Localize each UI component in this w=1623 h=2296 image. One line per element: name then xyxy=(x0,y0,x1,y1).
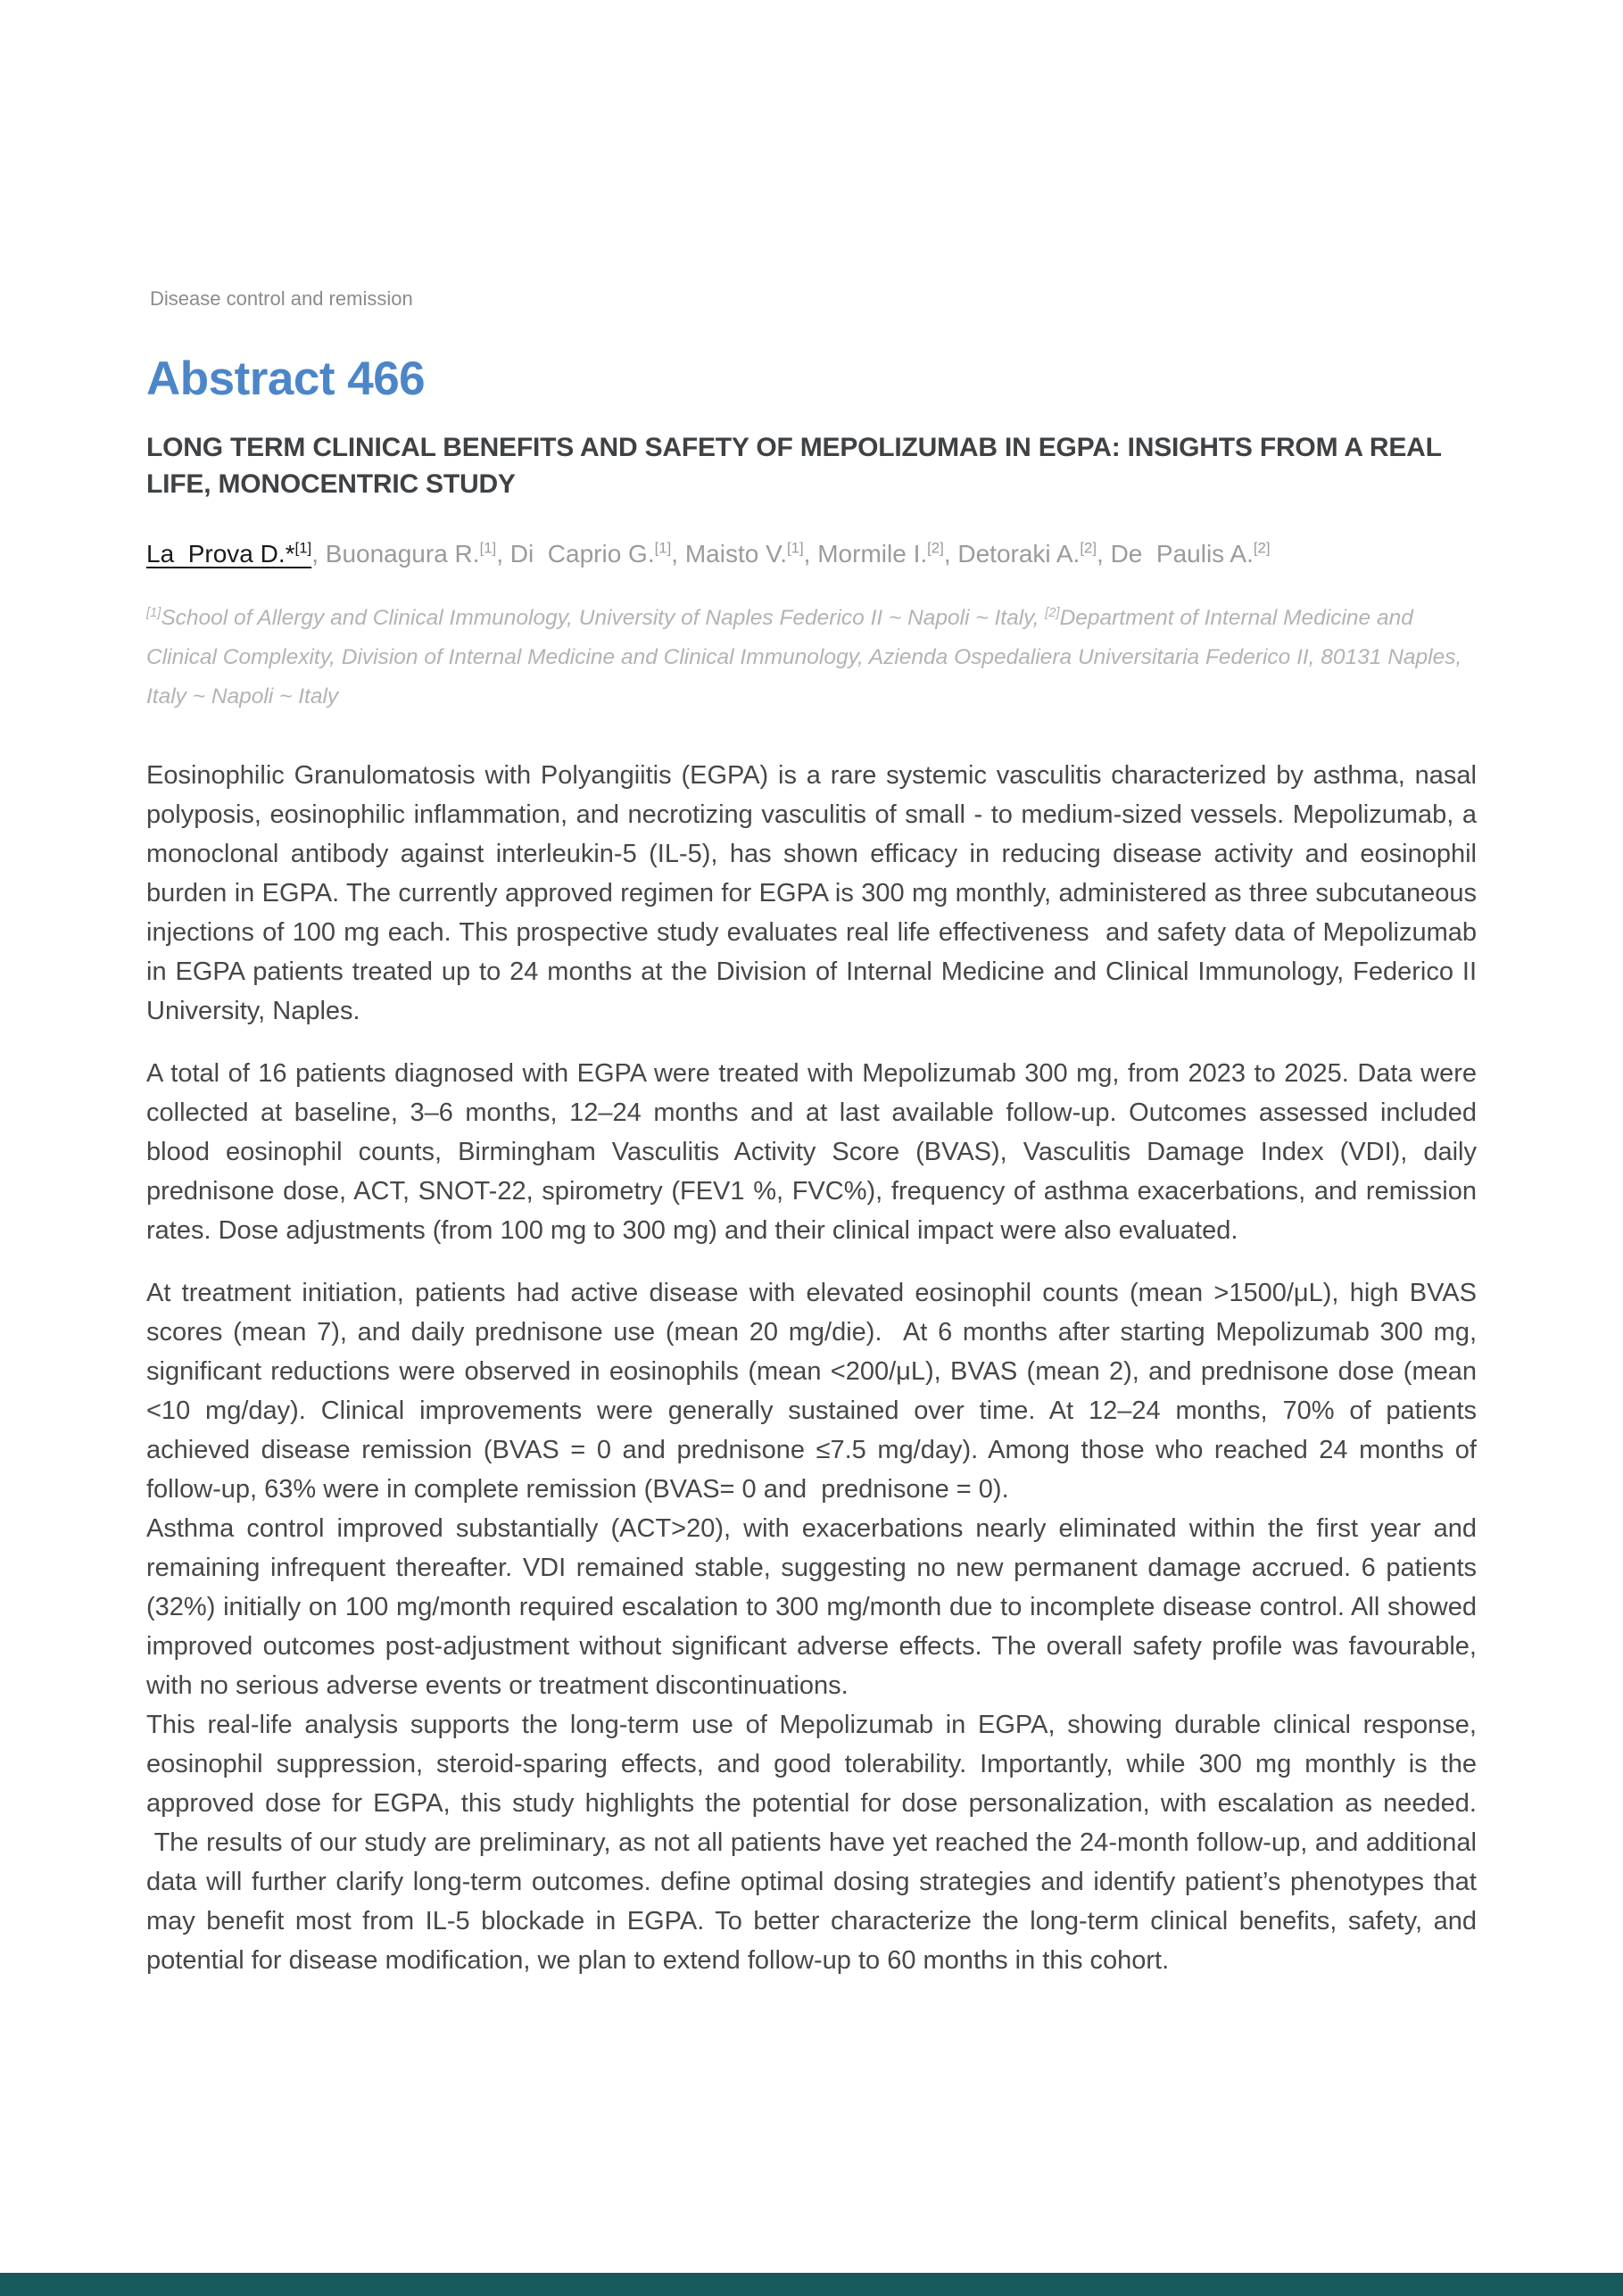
affiliation-marker: [1] xyxy=(146,605,161,620)
abstract-body xyxy=(146,756,1477,1980)
affiliation-marker: [2] xyxy=(1045,605,1060,620)
author-affiliation-marker: [1] xyxy=(479,539,497,557)
author-name: Mormile I.[2] xyxy=(817,539,944,568)
author-name: Detoraki A.[2] xyxy=(957,539,1097,568)
abstract-paragraph: At treatment initiation, patients had active disease with elevated eosinophil counts (mean >1500/μL), high BVAS scores (mean 7), and daily prednisone use (mean 20 mg/die). At 6 months after starting Mepolizumab 300 mg, significant reductions were observed in eosinophils (mean <200/μL), BVAS (mean 2), and prednisone dose (mean <10 mg/day). Clinical improvements were generally sustained over time. At 12–24 months, 70% of patients achieved disease remission (BVAS = 0 and prednisone ≤7.5 mg/day). Among those who reached 24 months of follow-up, 63% were in complete remission (BVAS= 0 and prednisone = 0). xyxy=(146,1279,1477,1504)
author-affiliation-marker: [2] xyxy=(927,539,944,557)
author-name: La Prova D.*[1] xyxy=(146,539,312,568)
author-affiliation-marker: [1] xyxy=(294,539,312,557)
abstract-paragraph: Eosinophilic Granulomatosis with Polyangiitis (EGPA) is a rare systemic vasculitis characterized by asthma, nasal polyposis, eosinophilic inflammation, and necrotizing vasculitis of small - to medium-sized vessels. Mepolizumab, a monoclonal antibody against interleukin-5 (IL-5), has shown efficacy in reducing disease activity and eosinophil burden in EGPA. The currently approved regimen for EGPA is 300 mg monthly, administered as three subcutaneous injections of 100 mg each. This prospective study evaluates real life effectiveness and safety data of Mepolizumab in EGPA patients treated up to 24 months at the Division of Internal Medicine and Clinical Immunology, Federico II University, Naples. xyxy=(146,761,1477,1025)
affiliations: [1]School of Allergy and Clinical Immunology, University of Naples Federico II ~ Napoli ~ Italy, [2]Department of Internal Medicine and Clinical Complexity, Division of Internal Medicine and Clinical Immunology, Azienda Ospedaliera Universitaria Federico II, 80131 Naples, Italy ~ Napoli ~ Italy xyxy=(146,605,1462,709)
author-affiliation-marker: [2] xyxy=(1080,539,1097,557)
abstract-paragraph: Asthma control improved substantially (ACT>20), with exacerbations nearly eliminated within the first year and remaining infrequent thereafter. VDI remained stable, suggesting no new permanent damage accrued. 6 patients (32%) initially on 100 mg/month required escalation to 300 mg/month due to incomplete disease control. All showed improved outcomes post-adjustment without significant adverse effects. The overall safety profile was favourable, with no serious adverse events or treatment discontinuations. xyxy=(146,1514,1477,1700)
author-affiliation-marker: [1] xyxy=(787,539,804,557)
footer-bar xyxy=(0,2273,1623,2296)
abstract-paragraph: A total of 16 patients diagnosed with EGPA were treated with Mepolizumab 300 mg, from 2023 to 2025. Data were collected at baseline, 3–6 months, 12–24 months and at last available follow-up. Outcomes assessed included blood eosinophil counts, Birmingham Vasculitis Activity Score (BVAS), Vasculitis Damage Index (VDI), daily prednisone dose, ACT, SNOT-22, spirometry (FEV1 %, FVC%), frequency of asthma exacerbations, and remission rates. Dose adjustments (from 100 mg to 300 mg) and their clinical impact were also evaluated. xyxy=(146,1059,1477,1245)
abstract-title: LONG TERM CLINICAL BENEFITS AND SAFETY OF MEPOLIZUMAB IN EGPA: INSIGHTS FROM A REAL LIFE, MONOCENTRIC STUDY xyxy=(146,433,1442,499)
category-label: Disease control and remission xyxy=(150,287,413,310)
author-affiliation-marker: [2] xyxy=(1253,539,1271,557)
author-line: La Prova D.*[1], Buonagura R.[1], Di Caprio G.[1], Maisto V.[1], Mormile I.[2], Detoraki A.[2], De Paulis A.[2] xyxy=(146,539,1271,568)
author-name: De Paulis A.[2] xyxy=(1110,539,1271,568)
author-name: Di Caprio G.[1] xyxy=(509,539,672,568)
author-name: Buonagura R.[1] xyxy=(325,539,497,568)
author-affiliation-marker: [1] xyxy=(654,539,672,557)
author-name: Maisto V.[1] xyxy=(684,539,804,568)
abstract-paragraph: This real-life analysis supports the long-term use of Mepolizumab in EGPA, showing durable clinical response, eosinophil suppression, steroid-sparing effects, and good tolerability. Importantly, while 300 mg monthly is the approved dose for EGPA, this study highlights the potential for dose personalization, with escalation as needed. The results of our study are preliminary, as not all patients have yet reached the 24-month follow-up, and additional data will further clarify long-term outcomes. define optimal dosing strategies and identify patient’s phenotypes that may benefit most from IL-5 blockade in EGPA. To better characterize the long-term clinical benefits, safety, and potential for disease modification, we plan to extend follow-up to 60 months in this cohort. xyxy=(146,1711,1477,1975)
abstract-number-heading: Abstract 466 xyxy=(146,352,426,405)
